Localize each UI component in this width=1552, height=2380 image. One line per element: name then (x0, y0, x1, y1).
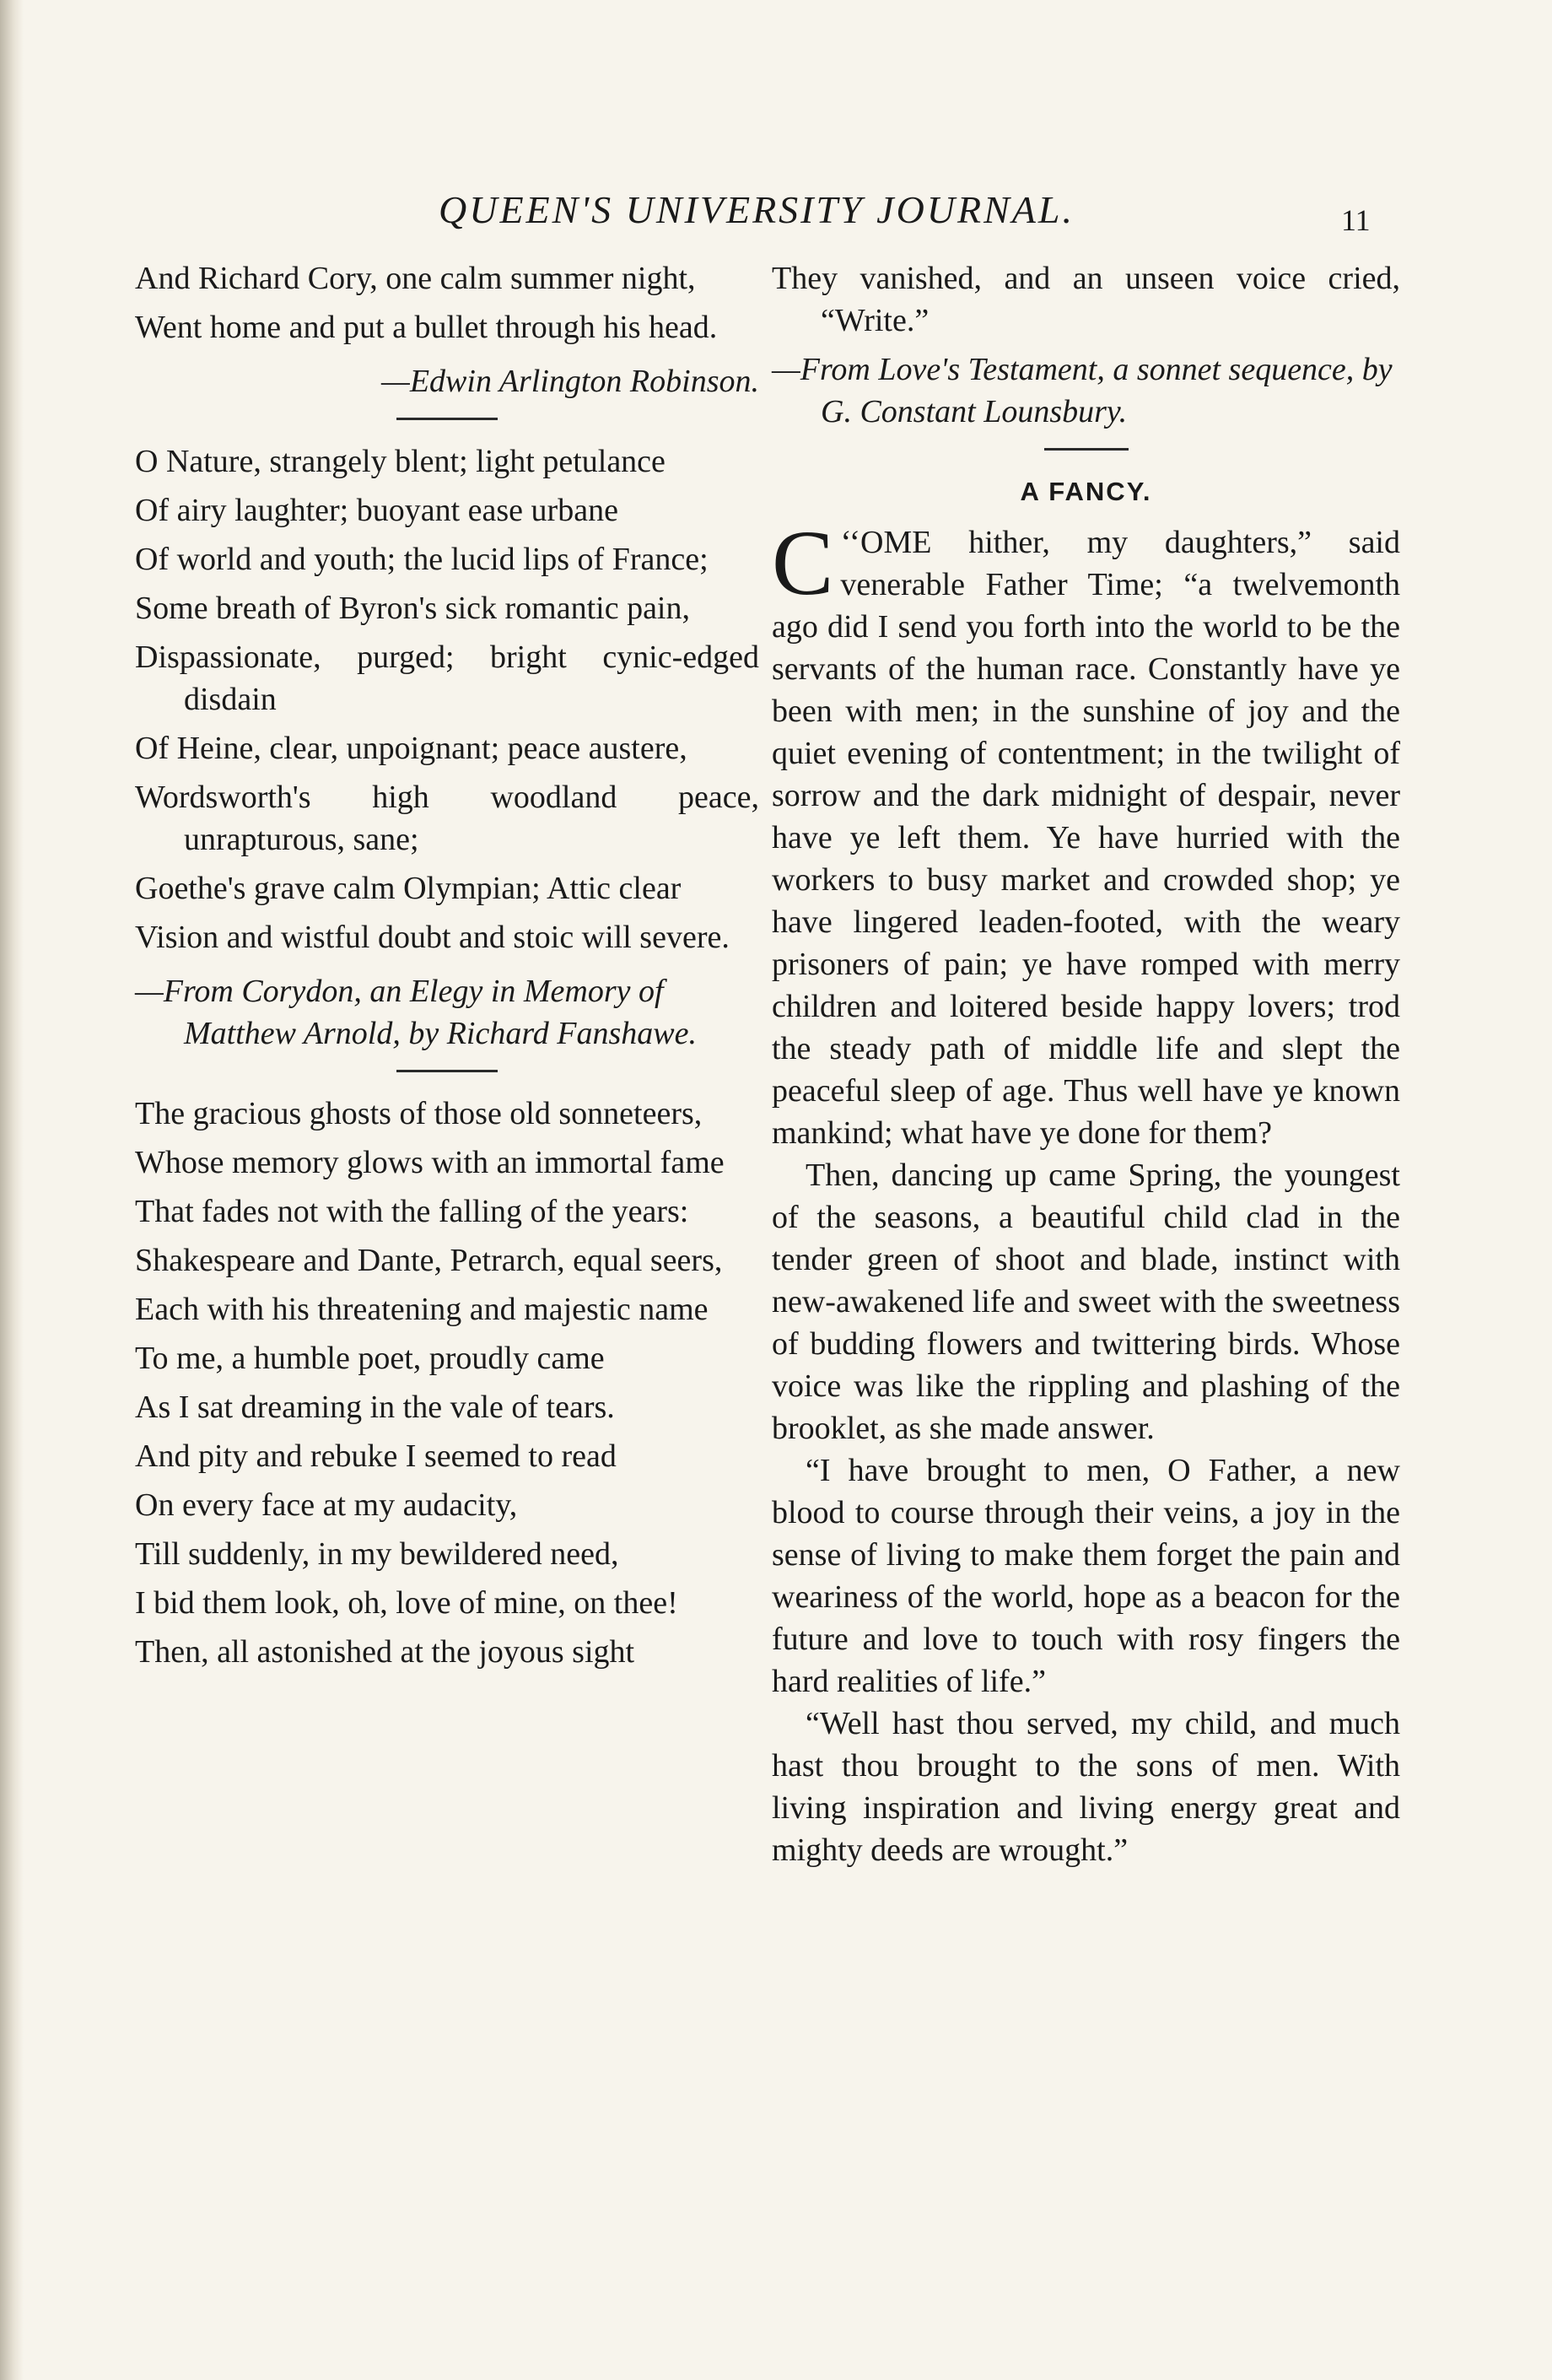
verse-line: Dispassionate, purged; bright cynic-edged disdain (135, 640, 759, 717)
verse-line: Then, all astonished at the joyous sight (135, 1634, 635, 1670)
drop-cap: C (772, 511, 834, 614)
verse-line: Goethe's grave calm Olympian; Attic clear (135, 871, 682, 906)
poem-richard-cory (135, 257, 759, 348)
article-paragraph: “Well hast thou served, my child, and much hast thou brought to the sons of men. With living inspiration and living energy great and mighty deeds are wrought.” (772, 1706, 1400, 1868)
opening-quote-mark: ‘‘ (840, 523, 861, 561)
poem-corydon (135, 440, 759, 958)
verse-line: Each with his threatening and majestic name (135, 1292, 709, 1327)
article-title: A FANCY. (1020, 477, 1152, 506)
verse-line: Some breath of Byron's sick romantic pain, (135, 591, 690, 626)
verse-line: To me, a humble poet, proudly came (135, 1341, 605, 1376)
verse-line: O Nature, strangely blent; light petulance (135, 444, 666, 479)
verse-line: And pity and rebuke I seemed to read (135, 1438, 617, 1474)
page-binding-edge (0, 0, 24, 2380)
attribution-robinson: —Edwin Arlington Robinson. (381, 364, 759, 399)
verse-line: Whose memory glows with an immortal fame (135, 1145, 725, 1180)
verse-line: Shakespeare and Dante, Petrarch, equal seers, (135, 1243, 723, 1278)
verse-line: Wordsworth's high woodland peace, unrapturous, sane; (135, 780, 759, 857)
verse-line: Went home and put a bullet through his head. (135, 310, 718, 345)
attribution-lounsbury: —From Love's Testament, a sonnet sequence, by G. Constant Lounsbury. (772, 352, 1393, 429)
verse-line: Of airy laughter; buoyant ease urbane (135, 493, 618, 528)
attribution-fanshawe: —From Corydon, an Elegy in Memory of Matthew Arnold, by Richard Fanshawe. (135, 974, 697, 1051)
verse-line: And Richard Cory, one calm summer night, (135, 261, 696, 296)
verse-line: Of world and youth; the lucid lips of France; (135, 542, 709, 577)
page-header (0, 187, 1552, 255)
verse-line: On every face at my audacity, (135, 1487, 518, 1523)
verse-line: The gracious ghosts of those old sonneteers, (135, 1096, 703, 1131)
poem-loves-testament (135, 1093, 759, 1673)
journal-title: QUEEN'S UNIVERSITY JOURNAL. (439, 188, 1075, 231)
verse-line: That fades not with the falling of the years: (135, 1194, 689, 1229)
section-divider (396, 418, 498, 420)
section-divider (1044, 448, 1129, 451)
verse-line: I bid them look, oh, love of mine, on thee! (135, 1585, 678, 1621)
verse-line: They vanished, and an unseen voice cried, “Write.” (772, 261, 1400, 338)
article-paragraph (772, 511, 1400, 1154)
article-paragraph: “I have brought to men, O Father, a new blood to course through their veins, a joy in the sense of living to make them forget the pain and weariness of the world, hope as a beacon for the future and love to touch with rosy fingers the hard realities of life.” (772, 1453, 1400, 1699)
verse-line: Of Heine, clear, unpoignant; peace austere, (135, 731, 687, 766)
page-number: 11 (1341, 203, 1371, 237)
section-divider (396, 1070, 498, 1072)
verse-line: As I sat dreaming in the vale of tears. (135, 1390, 615, 1425)
verse-line: Till suddenly, in my bewildered need, (135, 1536, 619, 1572)
verse-line: Vision and wistful doubt and stoic will severe. (135, 920, 730, 955)
left-column (135, 257, 759, 1685)
paragraph-text: OME hither, my daughters,” said venerable Father Time; “a twelvemonth ago did I send you forth into the world to be the servants of the human race. Constantly have ye been with men; in the sunshine of joy and the quiet evening of contentment; in the twilight of sorrow and the dark midnight of despair, never have ye left them. Ye have hurried with the workers to busy market and crowded shop; ye have lingered leaden-footed, with the weary prisoners of pain; ye have romped with merry children and loitered beside happy lovers; trod the steady path of middle life and slept the peaceful sleep of age. Thus well have ye known mankind; what have ye done for them? (772, 525, 1400, 1151)
article-paragraph: Then, dancing up came Spring, the youngest of the seasons, a beautiful child clad in the tender green of shoot and blade, instinct with new-awakened life and sweet with the sweetness of budding flowers and twittering birds. Whose voice was like the rippling and plashing of the brooklet, as she made answer. (772, 1158, 1400, 1446)
right-column (772, 257, 1400, 1871)
